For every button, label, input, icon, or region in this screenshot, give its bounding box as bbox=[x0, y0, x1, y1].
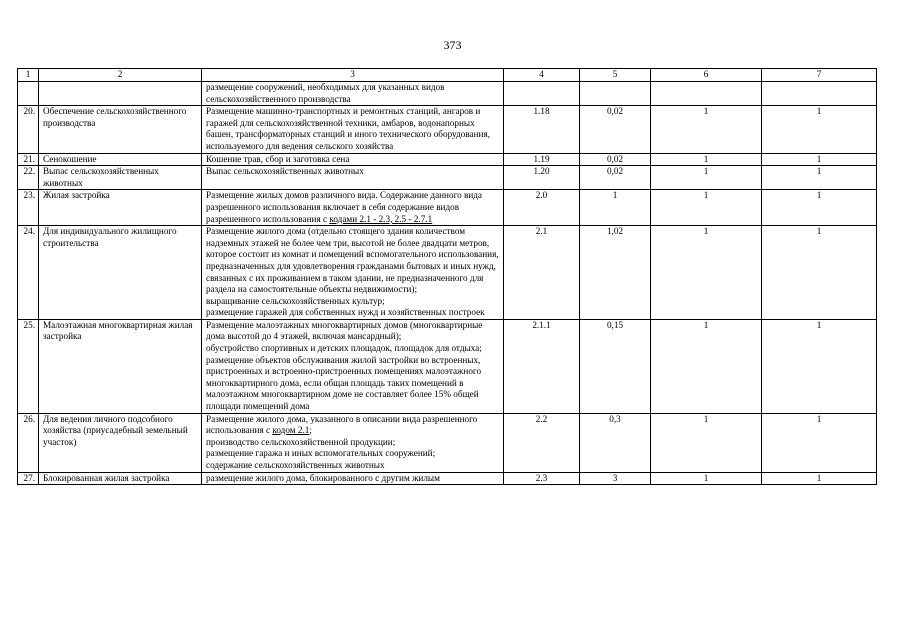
use-description bbox=[202, 190, 504, 226]
row-number: 23. bbox=[18, 190, 39, 226]
description-paragraph: содержание сельскохозяйственных животных bbox=[206, 460, 385, 470]
column-6-value: 1 bbox=[651, 190, 762, 226]
column-header: 4 bbox=[504, 69, 580, 82]
description-paragraph: Размещение малоэтажных многоквартирных домов (многоквартирные дома высотой до 4 этажей, включая мансардный); bbox=[206, 319, 483, 342]
row-number: 27. bbox=[18, 472, 39, 485]
column-6-value: 1 bbox=[651, 153, 762, 166]
use-name bbox=[39, 82, 202, 106]
description-text: ; bbox=[309, 425, 312, 436]
code-reference-link[interactable]: кодом 2.1 bbox=[272, 425, 310, 436]
table-row bbox=[18, 413, 877, 472]
column-5-value: 1 bbox=[580, 190, 651, 226]
row-number bbox=[18, 82, 39, 106]
use-code: 2.2 bbox=[504, 413, 580, 472]
use-description bbox=[202, 319, 504, 413]
description-paragraph: выращивание сельскохозяйственных культур; bbox=[206, 295, 385, 306]
use-name: Малоэтажная многоквартирная жилая застройка bbox=[39, 319, 202, 413]
column-7-value: 1 bbox=[762, 153, 877, 166]
row-number: 25. bbox=[18, 319, 39, 413]
table-row bbox=[18, 106, 877, 153]
column-header: 6 bbox=[651, 69, 762, 82]
table-row bbox=[18, 166, 877, 190]
use-description: Выпас сельскохозяйственных животных bbox=[202, 166, 504, 190]
description-paragraph: размещение гаражей для собственных нужд и хозяйственных построек bbox=[206, 307, 485, 318]
use-description: Кошение трав, сбор и заготовка сена bbox=[202, 153, 504, 166]
row-number: 20. bbox=[18, 106, 39, 153]
description-paragraph: размещение объектов обслуживания жилой застройки во встроенных, пристроенных и встроенно-пристроенных помещениях малоэтажного многоквартирного дома, если общая площадь таких помещений в малоэтажном многоквартирном доме не составляет более 15% общей площади помещений дома bbox=[206, 354, 482, 412]
table-row bbox=[18, 82, 877, 106]
row-number: 26. bbox=[18, 413, 39, 472]
column-6-value bbox=[651, 82, 762, 106]
row-number: 24. bbox=[18, 226, 39, 320]
land-use-table bbox=[17, 68, 877, 485]
use-name: Выпас сельскохозяйственных животных bbox=[39, 166, 202, 190]
use-code: 2.1.1 bbox=[504, 319, 580, 413]
use-description bbox=[202, 413, 504, 472]
use-description: размещение жилого дома, блокированного с другим жилым bbox=[202, 472, 504, 485]
use-code: 2.1 bbox=[504, 226, 580, 320]
use-name: Обеспечение сельскохозяйственного производства bbox=[39, 106, 202, 153]
column-5-value: 1,02 bbox=[580, 226, 651, 320]
column-5-value: 0,02 bbox=[580, 166, 651, 190]
column-7-value: 1 bbox=[762, 190, 877, 226]
column-6-value: 1 bbox=[651, 166, 762, 190]
description-paragraph: Размещение жилого дома (отдельно стоящего здания количеством надземных этажей не более чем три, высотой не более двадцати метров, которое состоит из комнат и помещений вспомогательного использования, предназначенных для удовлетворения гражданами бытовых и иных нужд, связанных с их проживанием в таком здании, не предназначенного для раздела на самостоятельные объекты недвижимости); bbox=[206, 226, 499, 295]
table-row bbox=[18, 472, 877, 485]
use-description: размещение сооружений, необходимых для указанных видов сельскохозяйственного производства bbox=[202, 82, 504, 106]
table-row bbox=[18, 226, 877, 320]
column-7-value: 1 bbox=[762, 166, 877, 190]
description-text: Размещение жилых домов различного вида. Содержание данного вида разрешенного использования включает в себя содержание видов разрешенного использования с bbox=[206, 190, 483, 224]
column-header: 2 bbox=[39, 69, 202, 82]
column-header: 3 bbox=[202, 69, 504, 82]
column-header: 5 bbox=[580, 69, 651, 82]
column-6-value: 1 bbox=[651, 472, 762, 485]
column-5-value bbox=[580, 82, 651, 106]
description-paragraph: размещение гаража и иных вспомогательных сооружений; bbox=[206, 448, 436, 459]
code-reference-link[interactable]: кодами 2.1 - 2.3, 2.5 - 2.7.1 bbox=[329, 213, 433, 224]
column-5-value: 0,3 bbox=[580, 413, 651, 472]
page-number: 373 bbox=[443, 38, 462, 52]
table-row bbox=[18, 190, 877, 226]
column-7-value: 1 bbox=[762, 226, 877, 320]
description-text: Размещение жилого дома, указанного в описании вида разрешенного использования с bbox=[206, 413, 478, 436]
use-name: Для индивидуального жилищного строительства bbox=[39, 226, 202, 320]
use-description: Размещение машинно-транспортных и ремонтных станций, ангаров и гаражей для сельскохозяйственной техники, амбаров, водонапорных башен, трансформаторных станций и иного технического оборудования, используемого для ведения сельского хозяйства bbox=[202, 106, 504, 153]
column-7-value: 1 bbox=[762, 106, 877, 153]
use-code bbox=[504, 82, 580, 106]
use-code: 1.19 bbox=[504, 153, 580, 166]
use-name: Для ведения личного подсобного хозяйства (приусадебный земельный участок) bbox=[39, 413, 202, 472]
column-5-value: 0,15 bbox=[580, 319, 651, 413]
use-code: 2.3 bbox=[504, 472, 580, 485]
use-name: Сенокошение bbox=[39, 153, 202, 166]
column-7-value bbox=[762, 82, 877, 106]
column-7-value: 1 bbox=[762, 319, 877, 413]
table-header-row bbox=[18, 69, 877, 82]
column-6-value: 1 bbox=[651, 106, 762, 153]
column-6-value: 1 bbox=[651, 226, 762, 320]
column-7-value: 1 bbox=[762, 413, 877, 472]
column-6-value: 1 bbox=[651, 319, 762, 413]
use-code: 2.0 bbox=[504, 190, 580, 226]
use-code: 1.20 bbox=[504, 166, 580, 190]
description-paragraph bbox=[206, 414, 499, 437]
description-paragraph: обустройство спортивных и детских площадок, площадок для отдыха; bbox=[206, 343, 482, 354]
table-row bbox=[18, 153, 877, 166]
use-code: 1.18 bbox=[504, 106, 580, 153]
column-7-value: 1 bbox=[762, 472, 877, 485]
table-row bbox=[18, 319, 877, 413]
description-paragraph: производство сельскохозяйственной продукции; bbox=[206, 436, 396, 447]
use-name: Блокированная жилая застройка bbox=[39, 472, 202, 485]
use-description bbox=[202, 226, 504, 320]
column-5-value: 0,02 bbox=[580, 153, 651, 166]
row-number: 21. bbox=[18, 153, 39, 166]
column-5-value: 3 bbox=[580, 472, 651, 485]
column-6-value: 1 bbox=[651, 413, 762, 472]
column-header: 1 bbox=[18, 69, 39, 82]
column-5-value: 0,02 bbox=[580, 106, 651, 153]
use-name: Жилая застройка bbox=[39, 190, 202, 226]
column-header: 7 bbox=[762, 69, 877, 82]
row-number: 22. bbox=[18, 166, 39, 190]
